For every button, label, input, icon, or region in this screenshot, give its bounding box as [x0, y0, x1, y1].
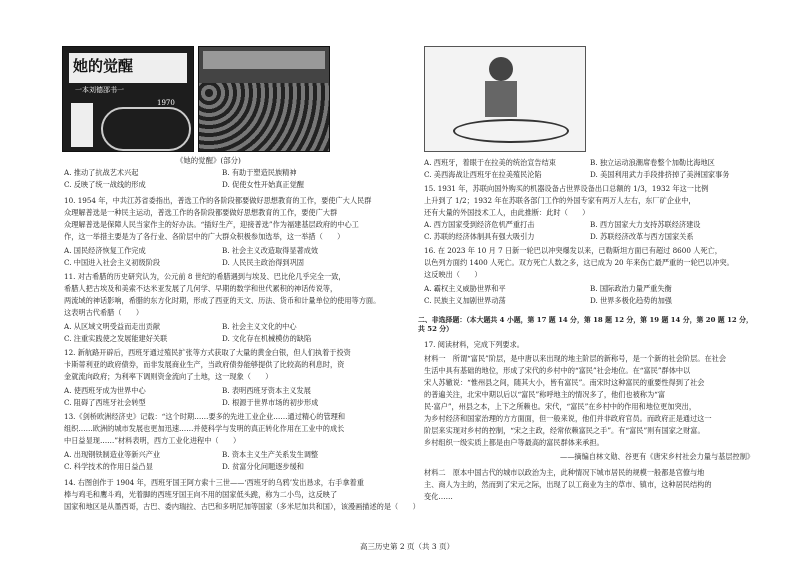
q11-option-a: A. 从区域文明受益而走出贡献 [64, 322, 161, 331]
q13-option-b: B. 资本主义生产关系发生调整 [222, 450, 319, 459]
q10-option-d: D. 人民民主政治得到巩固 [222, 258, 304, 267]
q13-option-a: A. 出现钢铁制造业等新兴产业 [64, 450, 161, 459]
q14-line: 14. 右图创作于 1904 年，西班牙国王阿方索十三世——‘西班牙的乌鸦’发出恳求，右手拿着重 [64, 478, 364, 487]
q14-option-a: A. 西班牙，着眼于在拉美的统治宣告结束 [424, 158, 556, 167]
q11-option-c: C. 注重实践使之发展能建好关联 [64, 334, 168, 343]
q10-option-a: A. 国民经济恢复工作完成 [64, 246, 146, 255]
q13-option-c: C. 科学技术的作用日益凸显 [64, 462, 153, 471]
q11-line: 两流域的神话影响，希腊的东方化时期，形成了西亚的天文、历法、货币和计量单位的使用等方面。 [64, 296, 381, 305]
q10-line: 10. 1954 年，中共江苏省委指出，普选工作的各阶段都要做好思想教育的工作，要使广大人民群 [64, 196, 372, 205]
q16-line: 这反映出（ ） [424, 270, 482, 279]
m1-line: 宋人苏辙说：“惟州县之间，随其大小，皆有富民”。南宋时这种富民的重要性得到了社会 [424, 378, 705, 387]
q15-option-a: A. 西方国家受到经济危机严重打击 [424, 220, 535, 229]
q15-option-b: B. 西方国家大力支持苏联经济建设 [590, 220, 701, 229]
q16-option-d: D. 世界多极化趋势的加强 [590, 296, 672, 305]
q12-line: 卡斯蒂利亚的政府债券，而非发展商业生产，当政府债券能够提供了比较高的利息时，资 [64, 360, 345, 369]
q15-line: 还有大量的外国技术工人，由此推断：此时（ ） [424, 208, 590, 217]
poster-image [62, 46, 194, 152]
q16-line: 以色列方面约 1400 人死亡。双方死亡人数之多，这已成为 20 年来伤亡最严重的一轮巴以冲突。 [424, 258, 734, 267]
q17-lead: 17. 阅读材料，完成下列要求。 [424, 340, 524, 349]
q12-line: 金就流向政府；为利率下调则资金流向了土地，这一现象（ ） [64, 372, 273, 381]
q11-option-b: B. 社会主义文化的中心 [222, 322, 297, 331]
q11-option-d: D. 文化存在机械模仿的缺陷 [222, 334, 312, 343]
section-2-title: 二、非选择题：（本大题共 4 小题，第 17 题 14 分，第 18 题 12 分，第 19 题 14 分，第 20 题 12 分，共 52 分） [418, 316, 753, 333]
m2-line: 主、商人为主的，然而到了宋元之际，出现了以工商业为主的草市、镇市，这种居民结构的 [424, 480, 712, 489]
poster-subtitle: 一本刘德邵书一 [75, 86, 124, 94]
q10-line: 作，这一举措主要是为了各行业、各阶层中的广大群众积极参加选举，这一举措（ ） [64, 232, 345, 241]
m1-line: 材料一 所谓“富民”阶层，是中唐以来出现的地主阶层的新称号，是一个新的社会阶层。在社会 [424, 354, 727, 363]
q11-line: 这表明古代希腊（ ） [64, 308, 144, 317]
q13-line: 组织……欧洲的城市发展也更加迅速……并使科学与发明的真正转化作用在工业中的成长 [64, 424, 345, 433]
m1-line: 的普遍关注，北宋中期以后以“富民”称呼地主的情况多了，他们也被称为“富 [424, 390, 666, 399]
q12-option-b: B. 表明西班牙资本主义发展 [222, 386, 311, 395]
m1-line: 阶层来实现对乡村的控制，“宋之主政，经常依赖富民之手”。有“富民”则有国家之财富。 [424, 426, 705, 435]
q16-line: 16. 在 2023 年 10 月 7 日新一轮巴以冲突爆发以来，已勒斯坦方面已有超过 8600 人死亡， [424, 246, 722, 255]
q10-line: 众理解普选是保障人民当家作主的好办法。“插好生产，迎接普选”作为福建基层政府的中心工 [64, 220, 359, 229]
q11-line: 希腊人把古埃及和美索不达米亚发展了几何学、早期的数学和世代累积的神话传说等， [64, 284, 338, 293]
q16-option-b: B. 国际政治力量严重失衡 [590, 284, 672, 293]
q14-option-d: D. 美国利用武力手段排挤掉了美洲国家事务 [590, 170, 730, 179]
q13-line: 中日益显现……”材料表明，西方工业化进程中（ ） [64, 436, 241, 445]
q12-option-d: D. 根源于世界市场的初步形成 [222, 398, 319, 407]
page-footer: 高三历史第 2 页（共 3 页） [360, 542, 455, 551]
q12-option-a: A. 使西班牙成为世界中心 [64, 386, 146, 395]
q13-option-d: D. 贫富分化问题逐步缓和 [222, 462, 304, 471]
crowd-image [198, 46, 330, 152]
m1-line: 民·富户”，州县之本，上下之所赖也。宋代，“富民”在乡村中的作用和地位更加突出， [424, 402, 697, 411]
q15-option-c: C. 苏联的经济体制具有强大吸引力 [424, 232, 535, 241]
q9-option-b: B. 有助于塑造民族精神 [222, 168, 297, 177]
q16-option-a: A. 霸权主义威胁世界和平 [424, 284, 506, 293]
q10-option-c: C. 中国进入社会主义初级阶段 [64, 258, 161, 267]
q9-option-c: C. 反映了统一战线的形成 [64, 180, 146, 189]
q9-option-a: A. 推动了抗战艺术兴起 [64, 168, 139, 177]
q16-option-c: C. 民族主义加剧世界动荡 [424, 296, 506, 305]
q10-option-b: B. 社会主义改造取得显著成效 [222, 246, 319, 255]
q12-line: 12. 新航路开辟后，西班牙通过殖民扩张等方式获取了大量的黄金白银，但人们执着于投资 [64, 348, 351, 357]
poster-title: 她的觉醒 [73, 57, 134, 75]
q14-option-c: C. 美西海战让西班牙在拉美殖民沦陷 [424, 170, 542, 179]
q12-option-c: C. 阻碍了西班牙社会转型 [64, 398, 146, 407]
poster-year: 1970 [157, 99, 175, 107]
q11-line: 11. 对古希腊的历史研究认为，公元前 8 世纪的希腊遇到与埃及、巴比伦几乎完全一致， [64, 272, 346, 281]
m1-line: 乡村组织一级实质上都是由户等最高的富民群体来承担。 [424, 438, 604, 447]
m1-line: 生活中具有基础的地位，形成了宋代的乡村中的“富民”社会地位。在“富民”群体中以 [424, 366, 691, 375]
q15-option-d: D. 苏联经济改革与西方国家关系 [590, 232, 694, 241]
q10-line: 众理解普选是一种民主运动，普选工作的各阶段都要做好思想教育的工作，要使广大群 [64, 208, 338, 217]
q13-line: 13.《剑桥欧洲经济史》记载：“这个时期……要多的先进工业企业……通过精心的管理和 [64, 412, 346, 421]
m2-line: 变化…… [424, 492, 453, 501]
q14-line: 棒与鸡毛和鹰斗鸡，光着脚的西班牙国王向不用的国家低头跪，称为二小鸟，这反映了 [64, 490, 338, 499]
q15-line: 15. 1931 年，苏联向国外购买的机器设备占世界设备出口总额的 1/3，1932 年这一比例 [424, 184, 709, 193]
q9-option-d: D. 促使女性开始真正觉醒 [222, 180, 304, 189]
q14-option-b: B. 独立运动浪潮席卷整个加勒比海地区 [590, 158, 715, 167]
cartoon-image [424, 46, 586, 152]
m2-line: 材料二 原本中国古代的城市以政治为主，此种情况下城市居民的规模一般都是官僚与地 [424, 468, 705, 477]
m1-source: ——摘编自林文勋、谷更有《唐宋乡村社会力量与基层控制》 [560, 452, 755, 461]
figure-caption: 《她的觉醒》(部分) [176, 156, 241, 165]
m1-line: 为乡村经济和国家治理的方方面面，但一般来说，他们并非政府官员。而政府正是通过这一 [424, 414, 712, 423]
q15-line: 上升到了 1/2；1932 年在苏联各部门工作的外国专家有两万人左右，东厂矿企业中， [424, 196, 696, 205]
q14-line: 国家和地区是从墨西哥，古巴、委内瑞拉、古巴和多明尼加等国家（多米尼加共和国），该漫画描述的是（ ） [64, 502, 420, 511]
